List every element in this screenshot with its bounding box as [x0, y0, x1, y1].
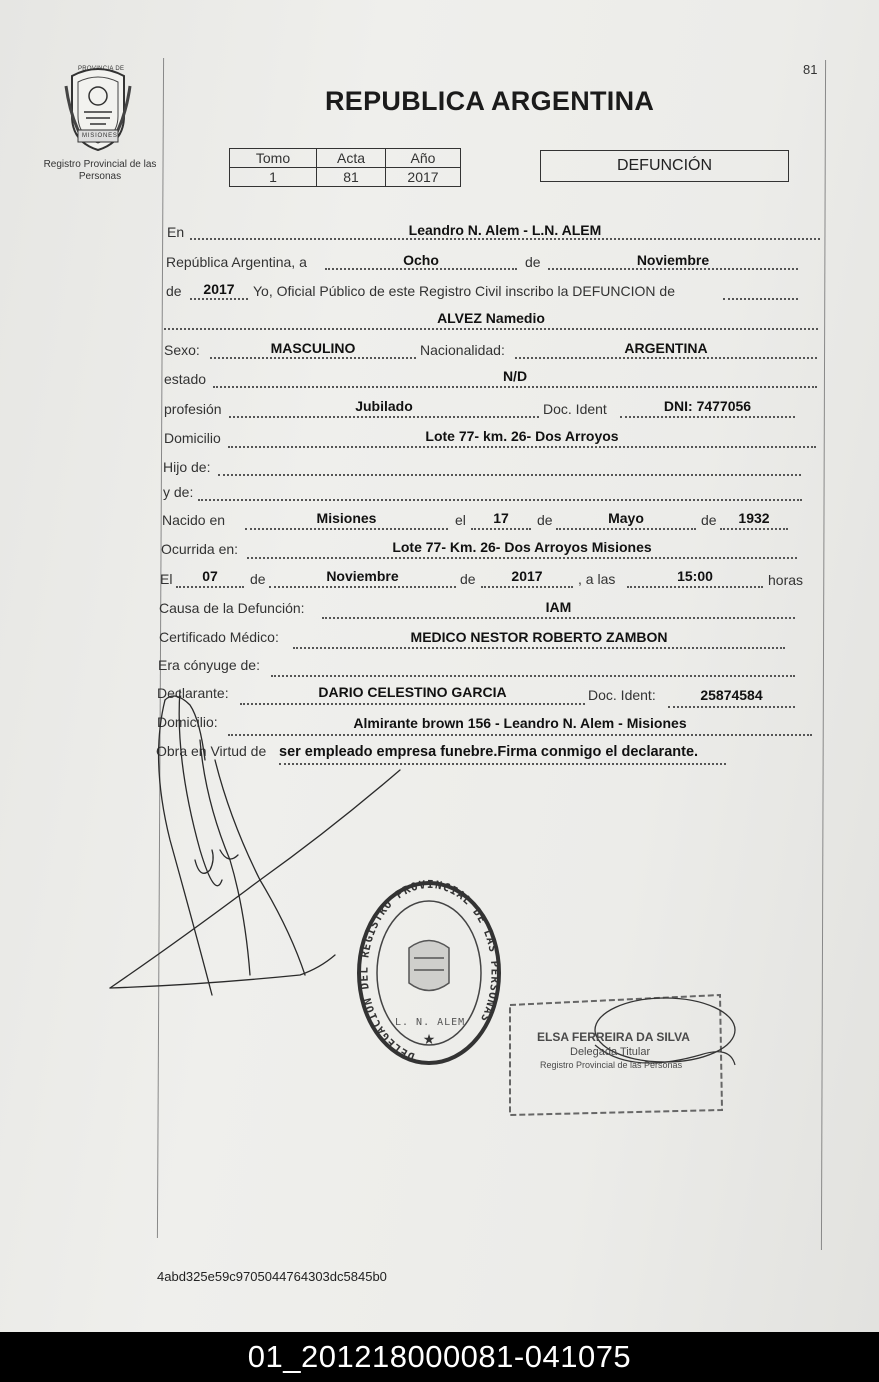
value-ocurrida-en: Lote 77- Km. 26- Dos Arroyos Misiones — [392, 539, 652, 555]
label-de-3: de — [537, 512, 553, 528]
label-sexo: Sexo: — [164, 342, 200, 358]
act-type-box: DEFUNCIÓN — [540, 150, 789, 182]
value-sexo: MASCULINO — [270, 340, 356, 356]
value-profesion: Jubilado — [355, 398, 413, 414]
label-republica: República Argentina, a — [166, 254, 307, 270]
label-profesion: profesión — [164, 401, 222, 417]
label-nacido-en: Nacido en — [162, 512, 226, 528]
value-domicilio: Lote 77- km. 26- Dos Arroyos — [425, 428, 619, 444]
label-conyuge: Era cónyuge de: — [158, 657, 260, 673]
label-ocurrida-en: Ocurrida en: — [161, 541, 239, 557]
label-domicilio: Domicilio — [164, 430, 221, 446]
value-declarante: DARIO CELESTINO GARCIA — [318, 684, 507, 700]
tomo-value: 1 — [230, 168, 317, 187]
value-nacido-anio: 1932 — [738, 510, 770, 526]
label-estado: estado — [164, 371, 207, 387]
value-fallec-mes: Noviembre — [326, 568, 399, 584]
label-en: En — [167, 224, 185, 240]
stamp-center-text: L. N. ALEM — [395, 1017, 466, 1028]
anio-value: 2017 — [386, 168, 461, 187]
label-de-1: de — [525, 254, 541, 270]
value-nacido-mes: Mayo — [608, 510, 644, 526]
anio-header: Año — [386, 149, 461, 168]
value-nacido-dia: 17 — [493, 510, 509, 526]
value-hora: 15:00 — [677, 568, 713, 584]
page-title: REPUBLICA ARGENTINA — [325, 86, 655, 116]
label-el-cap: El — [160, 571, 173, 587]
document-id: 01_201218000081-041075 — [247, 1339, 632, 1374]
value-anio: 2017 — [203, 281, 235, 297]
label-el: el — [455, 512, 466, 528]
registry-stamp-icon — [354, 878, 504, 1068]
value-mes: Noviembre — [636, 252, 710, 268]
value-certificado: MEDICO NESTOR ROBERTO ZAMBON — [410, 629, 668, 645]
label-de-6: de — [460, 571, 476, 587]
value-lugar: Leandro N. Alem - L.N. ALEM — [408, 222, 602, 238]
page-number: 81 — [803, 62, 818, 77]
label-hijo-de: Hijo de: — [163, 459, 211, 475]
value-declarante-domicilio: Almirante brown 156 - Leandro N. Alem - Misiones — [353, 715, 687, 731]
value-nacido-en: Misiones — [316, 510, 377, 526]
value-fallec-dia: 07 — [202, 568, 218, 584]
registry-name: Registro Provincial de las Personas — [43, 159, 157, 182]
svg-text:★: ★ — [422, 1031, 436, 1047]
label-declarante: Declarante: — [157, 685, 229, 701]
label-de-4: de — [701, 512, 717, 528]
value-estado: N/D — [502, 368, 528, 384]
label-domicilio-2: Domicilio: — [157, 714, 218, 730]
value-dia-letras: Ocho — [403, 252, 439, 268]
acta-value: 81 — [317, 168, 386, 187]
value-nombre: ALVEZ Namedio — [437, 310, 545, 326]
document-hash: 4abd325e59c9705044764303dc5845b0 — [157, 1269, 387, 1284]
seal-official-role: Delegada Titular — [570, 1046, 651, 1058]
document-id-bar — [0, 1332, 879, 1382]
value-causa: IAM — [545, 599, 572, 615]
label-nacionalidad: Nacionalidad: — [420, 342, 505, 358]
label-yo-oficial: Yo, Oficial Público de este Registro Civil inscribo la DEFUNCION de — [253, 283, 675, 299]
label-doc-ident-2: Doc. Ident: — [588, 687, 656, 703]
label-a-las: , a las — [578, 571, 616, 587]
value-documento: DNI: 7477056 — [663, 398, 752, 414]
seal-official-name: ELSA FERREIRA DA SILVA — [537, 1030, 690, 1044]
tomo-header: Tomo — [230, 149, 317, 168]
label-de-5: de — [250, 571, 266, 587]
label-causa: Causa de la Defunción: — [159, 600, 305, 616]
value-fallec-anio: 2017 — [511, 568, 543, 584]
label-horas: horas — [768, 572, 804, 588]
crest-bottom-text: MISIONES — [82, 133, 118, 139]
value-nacionalidad: ARGENTINA — [624, 340, 708, 356]
value-obra: ser empleado empresa funebre.Firma conmigo el declarante. — [279, 744, 699, 760]
value-declarante-doc: 25874584 — [700, 687, 763, 703]
label-certificado: Certificado Médico: — [159, 629, 279, 645]
label-doc-ident: Doc. Ident — [543, 401, 607, 417]
label-de-2: de — [166, 283, 182, 299]
label-y-de: y de: — [163, 484, 194, 500]
seal-official-org: Registro Provincial de las Personas — [540, 1060, 683, 1070]
label-obra: Obra en Virtud de — [156, 743, 267, 759]
acta-header: Acta — [317, 149, 386, 168]
crest-top-text: PROVINCIA DE — [78, 66, 125, 72]
stamp-ring-text: DELEGACION DEL REGISTRO PROVINCIAL DE LAS PERSONAS — [357, 878, 502, 1064]
